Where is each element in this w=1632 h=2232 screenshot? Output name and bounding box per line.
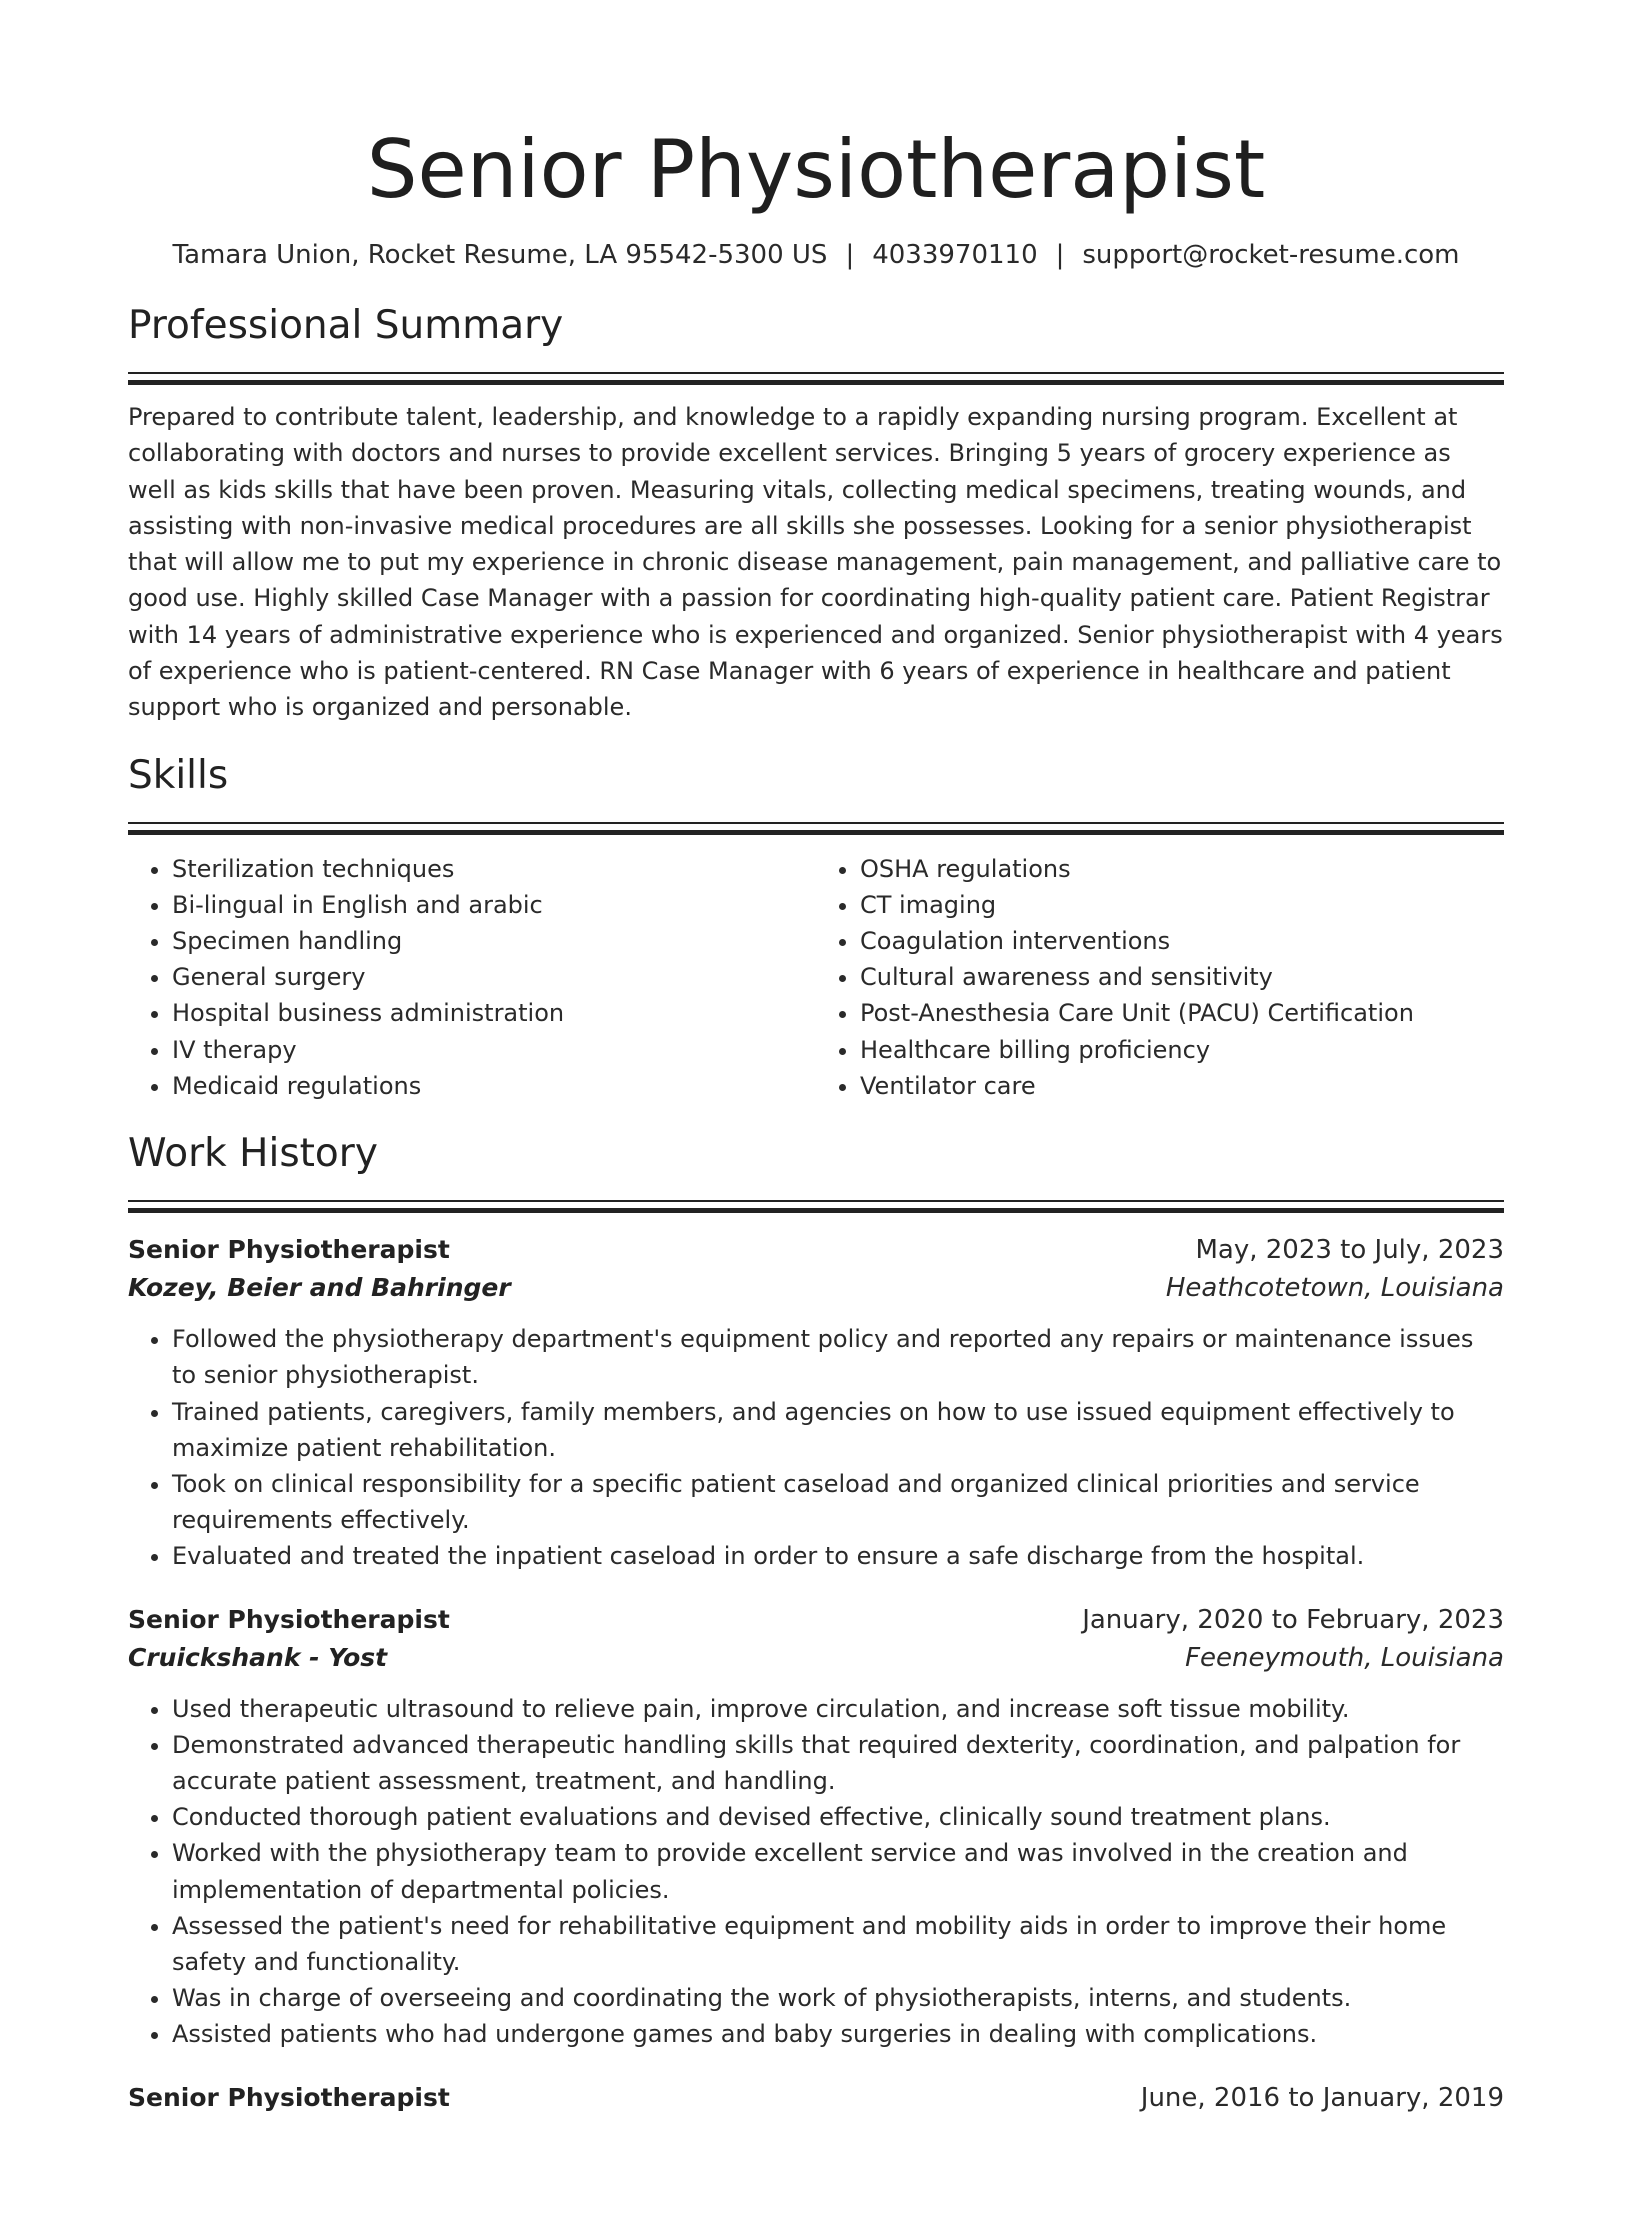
- section-heading-skills: Skills: [128, 752, 229, 798]
- job-bullet: • Conducted thorough patient evaluations and devised effective, clinically sound treatment plans.: [172, 1799, 1504, 1835]
- skill-item: • Hospital business administration: [172, 995, 816, 1031]
- section-rule-thin: [128, 1200, 1504, 1202]
- skills-list-left: [128, 851, 816, 1104]
- job-company: Kozey, Beier and Bahringer: [128, 1273, 511, 1303]
- job-dates: May, 2023 to July, 2023: [1195, 1235, 1504, 1266]
- section-rule-thin: [128, 822, 1504, 824]
- skill-item: • OSHA regulations: [860, 851, 1504, 887]
- job-bullet: • Took on clinical responsibility for a specific patient caseload and organized clinical priorities and service requirements effectively.: [172, 1466, 1504, 1538]
- skill-item: • Cultural awareness and sensitivity: [860, 959, 1504, 995]
- skills-list-right: [816, 851, 1504, 1104]
- skill-item: • Post-Anesthesia Care Unit (PACU) Certification: [860, 995, 1504, 1031]
- section-rule-thick: [128, 830, 1504, 835]
- skill-item: • Ventilator care: [860, 1068, 1504, 1104]
- job-title: Senior Physiotherapist: [128, 2082, 450, 2112]
- section-heading-summary: Professional Summary: [128, 303, 564, 348]
- job-bullet: • Was in charge of overseeing and coordinating the work of physiotherapists, interns, and students.: [172, 1980, 1504, 2016]
- job-company-row: [128, 1639, 1504, 1677]
- skill-item: • CT imaging: [860, 887, 1504, 923]
- job-bullet: • Evaluated and treated the inpatient caseload in order to ensure a safe discharge from the hospital.: [172, 1538, 1504, 1574]
- skill-item: • Medicaid regulations: [172, 1068, 816, 1104]
- contact-separator: |: [1055, 240, 1065, 270]
- job-entry: [128, 2079, 1504, 2117]
- contact-email: support@rocket-resume.com: [1082, 240, 1460, 270]
- skill-item: • Healthcare billing proficiency: [860, 1032, 1504, 1068]
- job-bullet: • Worked with the physiotherapy team to provide excellent service and was involved in the creation and implementation of departmental policies.: [172, 1835, 1504, 1907]
- job-bullet: • Assessed the patient's need for rehabilitative equipment and mobility aids in order to improve their home safety and functionality.: [172, 1908, 1504, 1980]
- job-title: Senior Physiotherapist: [128, 1235, 450, 1265]
- job-bullet: • Demonstrated advanced therapeutic handling skills that required dexterity, coordination, and palpation for accurate patient assessment, treatment, and handling.: [172, 1727, 1504, 1799]
- job-entry: [128, 1231, 1504, 1574]
- contact-line: [128, 238, 1504, 272]
- skill-item: • Sterilization techniques: [172, 851, 816, 887]
- summary-text: Prepared to contribute talent, leadership, and knowledge to a rapidly expanding nursing program. Excellent at collaborating with doctors and nurses to provide excellent services. Bringing 5 years of grocery experience as well as kids skills that have been proven. Measuring vitals, collecting medical specimens, treating wounds, and assisting with non-invasive medical procedures are all skills she possesses. Looking for a senior physiotherapist that will allow me to put my experience in chronic disease management, pain management, and palliative care to good use. Highly skilled Case Manager with a passion for coordinating high-quality patient care. Patient Registrar with 14 years of administrative experience who is experienced and organized. Senior physiotherapist with 4 years of experience who is patient-centered. RN Case Manager with 6 years of experience in healthcare and patient support who is organized and personable.: [128, 403, 1503, 722]
- skills-grid: [128, 851, 1504, 1104]
- section-rule-thick: [128, 380, 1504, 385]
- job-entry: [128, 1601, 1504, 2053]
- job-header-row: [128, 1601, 1504, 1639]
- work-history-section: [128, 1130, 1504, 2116]
- job-bullet-list: [128, 1691, 1504, 2053]
- skill-item: • Bi-lingual in English and arabic: [172, 887, 816, 923]
- skill-item: • General surgery: [172, 959, 816, 995]
- job-bullet: • Assisted patients who had undergone games and baby surgeries in dealing with complications.: [172, 2016, 1504, 2052]
- section-heading-work-history: Work History: [128, 1131, 378, 1177]
- job-company-row: [128, 1269, 1504, 1307]
- contact-phone: 4033970110: [872, 240, 1038, 270]
- job-title: Senior Physiotherapist: [128, 1604, 450, 1634]
- resume-page: [0, 120, 1632, 2232]
- contact-address: Tamara Union, Rocket Resume, LA 95542-5300 US: [172, 240, 828, 270]
- job-dates: June, 2016 to January, 2019: [1140, 2082, 1504, 2113]
- skill-item: • Coagulation interventions: [860, 923, 1504, 959]
- job-location: Heathcotetown, Louisiana: [1165, 1273, 1504, 1304]
- skills-section: [128, 752, 1504, 1104]
- job-location: Feeneymouth, Louisiana: [1185, 1642, 1504, 1673]
- job-bullet: • Followed the physiotherapy department's equipment policy and reported any repairs or maintenance issues to senior physiotherapist.: [172, 1321, 1504, 1393]
- job-bullet: • Used therapeutic ultrasound to relieve pain, improve circulation, and increase soft tissue mobility.: [172, 1691, 1504, 1727]
- resume-title: Senior Physiotherapist: [366, 123, 1266, 216]
- job-bullet: • Trained patients, caregivers, family members, and agencies on how to use issued equipment effectively to maximize patient rehabilitation.: [172, 1394, 1504, 1466]
- contact-separator: |: [845, 240, 855, 270]
- job-dates: January, 2020 to February, 2023: [1082, 1604, 1504, 1635]
- section-rule-thick: [128, 1208, 1504, 1213]
- skill-item: • Specimen handling: [172, 923, 816, 959]
- professional-summary-section: [128, 302, 1504, 726]
- section-rule-thin: [128, 372, 1504, 374]
- job-header-row: [128, 2079, 1504, 2117]
- job-bullet-list: [128, 1321, 1504, 1574]
- job-header-row: [128, 1231, 1504, 1269]
- job-company: Cruickshank - Yost: [128, 1642, 388, 1672]
- skill-item: • IV therapy: [172, 1032, 816, 1068]
